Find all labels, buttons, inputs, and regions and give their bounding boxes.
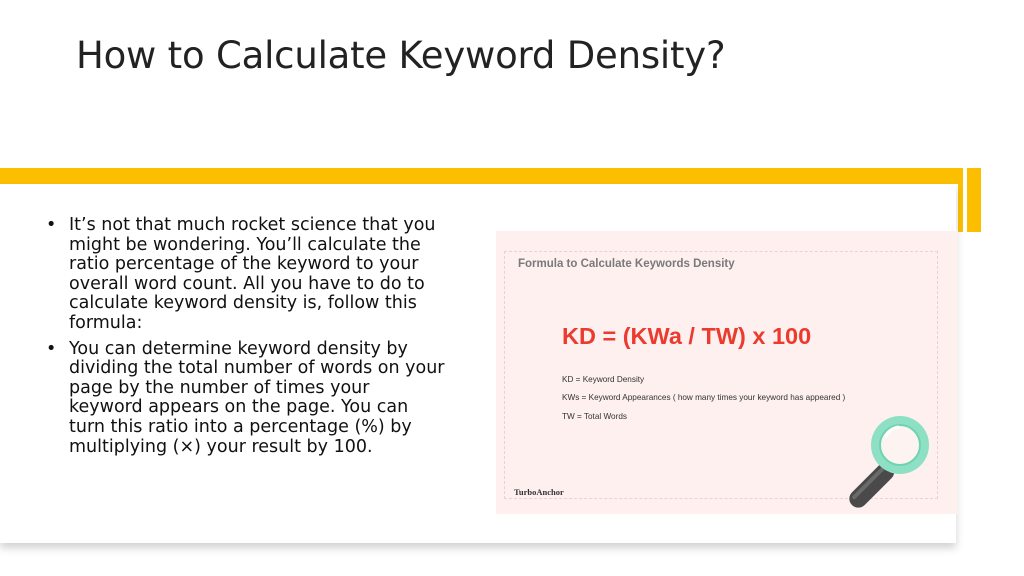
brand-logo: TurboAnchor <box>514 487 564 497</box>
formula-image <box>496 231 958 514</box>
bullet-item <box>46 340 446 458</box>
formula-text: KD = (KWa / TW) x 100 <box>562 323 812 349</box>
accent-bar-thin <box>958 168 963 232</box>
bullet-dot-icon: • <box>46 215 57 235</box>
definition-kd: KD = Keyword Density <box>562 375 645 384</box>
bullet-dot-icon: • <box>46 338 57 359</box>
accent-bar-thick <box>967 168 981 232</box>
formula-heading: Formula to Calculate Keywords Density <box>518 258 735 270</box>
bullet-item <box>46 216 446 334</box>
accent-band <box>0 168 958 184</box>
magnifying-glass-icon <box>836 409 946 514</box>
bullet-text: You can determine keyword density by dividing the total number of words on your page by the number of times your keyword appears on the page. You can turn this ratio into a percentage (%) by multiplying (×) your result by 100. <box>69 338 445 457</box>
bullet-text: It’s not that much rocket science that you might be wondering. You’ll calculate the ratio percentage of the keyword to your overall word count. All you have to do to calculate keyword density is, follow this formula: <box>69 215 436 333</box>
slide-title: How to Calculate Keyword Density? <box>76 34 726 77</box>
definition-tw: TW = Total Words <box>562 412 627 421</box>
definition-kws: KWs = Keyword Appearances ( how many times your keyword has appeared ) <box>562 393 846 402</box>
bullet-list <box>46 216 446 463</box>
